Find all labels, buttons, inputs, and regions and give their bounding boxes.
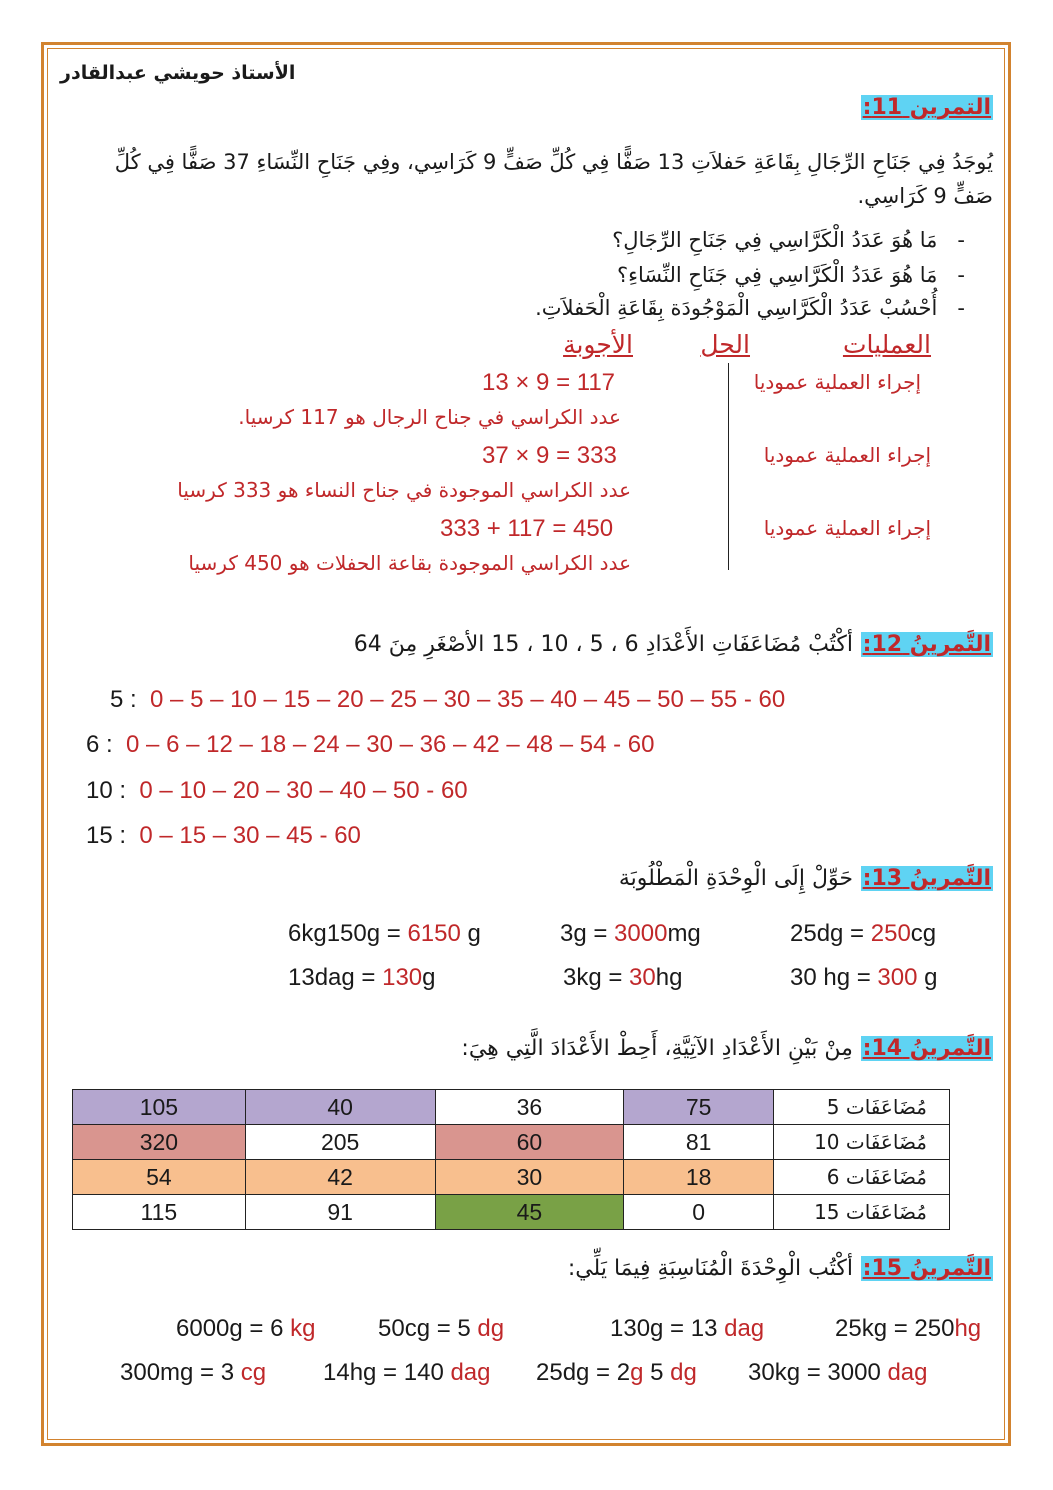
ex14-title [461,1036,993,1061]
unit-item: 30kg = 3000 dag [748,1359,928,1386]
author-name: الأستاذ حويشي عبدالقادر [60,62,296,84]
answer-2: عدد الكراسي الموجودة في جناح النساء هو 333 كرسيا [177,478,631,502]
calc-1: 13 × 9 = 117 [482,369,616,396]
ex11-statement-2: صَفٍّ 9 كَرَاسِي. [857,184,993,208]
table-cell: 205 [245,1125,435,1160]
calc-2: 37 × 9 = 333 [482,442,617,469]
multiples-row-6: 6 : 0 – 6 – 12 – 18 – 24 – 30 – 36 – 42 – 48 – 54 - 60 [86,731,655,758]
col-operations-header: العمليات [842,330,931,359]
ex15-statement: أكْتُب الْوِحْدَةَ الْمُنَاسِبَةِ فِيمَا يَلِّي: [567,1256,853,1281]
col-answers-header: الأجوبة [563,330,633,359]
calc-3: 333 + 117 = 450 [440,515,614,542]
ex13-statement: حَوِّلْ إِلَى الْوِحْدَةِ الْمَطْلُوبَة [618,866,853,891]
conversion-item: 3g = 3000mg [560,920,701,947]
conversion-item: 13dag = 130g [288,964,436,991]
table-cell: 42 [245,1160,435,1195]
table-cell: 54 [73,1160,246,1195]
table-cell: 105 [73,1090,246,1125]
unit-item: 6000g = 6 kg [176,1315,316,1342]
vertical-note-2: إجراء العملية عموديا [763,443,931,467]
table-row [73,1195,950,1230]
multiples-row-15: 15 : 0 – 15 – 30 – 45 - 60 [86,822,361,849]
conversion-item: 6kg150g = 6150 g [288,920,481,947]
conversion-item: 25dg = 250cg [790,920,937,947]
table-row [73,1125,950,1160]
answer-1: عدد الكراسي في جناح الرجال هو 117 كرسيا. [238,405,621,429]
row-label: مُضَاعَفَات 10 [774,1125,950,1160]
ex14-statement: مِنْ بَيْنِ الأَعْدَادِ الآتِيَّةِ، أَحِطْ الأَعْدَادَ الَّتِي هِيَ: [461,1036,853,1061]
row-label: مُضَاعَفَات 15 [774,1195,950,1230]
vertical-note-1: إجراء العملية عموديا [753,370,921,394]
unit-item: 14hg = 140 dag [323,1359,491,1386]
table-cell: 75 [624,1090,774,1125]
conversion-item: 30 hg = 300 g [790,964,938,991]
row-label: مُضَاعَفَات 6 [774,1160,950,1195]
ex11-label: التمرين 11: [862,95,991,120]
ex13-title [619,866,993,891]
table-cell: 60 [435,1125,624,1160]
unit-item: 50cg = 5 dg [378,1315,505,1342]
table-cell: 45 [435,1195,624,1230]
ex15-label: التَّمرينُ 15: [862,1256,991,1281]
ex12-label: التَّمرينُ 12: [862,632,991,657]
ex11-question-2: - مَا هُوَ عَدَدُ الْكَرَّاسِي فِي جَنَاحِ النِّسَاءِ؟ [616,263,965,287]
row-label: مُضَاعَفَات 5 [774,1090,950,1125]
table-cell: 0 [624,1195,774,1230]
unit-item: 25dg = 2g 5 dg [536,1359,697,1386]
table-cell: 30 [435,1160,624,1195]
answer-3: عدد الكراسي الموجودة بقاعة الحفلات هو 450 كرسيا [188,551,631,575]
table-cell: 36 [435,1090,624,1125]
conversion-item: 3kg = 30hg [563,964,683,991]
unit-item: 300mg = 3 cg [120,1359,267,1386]
multiples-row-5: 5 : 0 – 5 – 10 – 15 – 20 – 25 – 30 – 35 – 40 – 45 – 50 – 55 - 60 [110,686,786,713]
ex13-label: التَّمرينُ 13: [862,866,991,891]
solution-divider [728,363,729,570]
table-row [73,1160,950,1195]
col-solution-header: الحل [700,330,750,359]
unit-item: 130g = 13 dag [610,1315,765,1342]
table-cell: 320 [73,1125,246,1160]
table-cell: 81 [624,1125,774,1160]
ex14-label: التَّمرينُ 14: [862,1036,991,1061]
ex12-statement: أكْتُبْ مُضَاعَفَاتِ الأَعْدَادِ 6 ، 5 ، 10 ، 15 الأصْغَرِ مِنَ 64 [353,632,853,657]
table-cell: 115 [73,1195,246,1230]
ex11-title [861,95,993,120]
unit-item: 25kg = 250hg [835,1315,982,1342]
table-cell: 40 [245,1090,435,1125]
table-cell: 18 [624,1160,774,1195]
ex11-question-1: - مَا هُوَ عَدَدُ الْكَرَّاسِي فِي جَنَاحِ الرِّجَالِ؟ [612,228,965,252]
ex11-question-3: - أُحْسُبْ عَدَدُ الْكَرَّاسِي الْمَوْجُودَة بِقَاعَةِ الْحَفلاَتِ. [535,296,965,320]
table-cell: 91 [245,1195,435,1230]
ex11-statement-1: يُوجَدُ فِي جَنَاحِ الرِّجَالِ بِقَاعَةِ حَفلاَتِ 13 صَفًّا فِي كُلِّ صَفٍّ 9 كَرَاسِي، وفِي جَنَاحِ النِّسَاءِ 37 صَفًّا فِي كُلِّ [114,150,993,174]
multiples-table [72,1089,950,1230]
ex12-title [354,632,993,657]
ex15-title [568,1256,993,1281]
multiples-row-10: 10 : 0 – 10 – 20 – 30 – 40 – 50 - 60 [86,777,468,804]
table-row [73,1090,950,1125]
vertical-note-3: إجراء العملية عموديا [763,516,931,540]
